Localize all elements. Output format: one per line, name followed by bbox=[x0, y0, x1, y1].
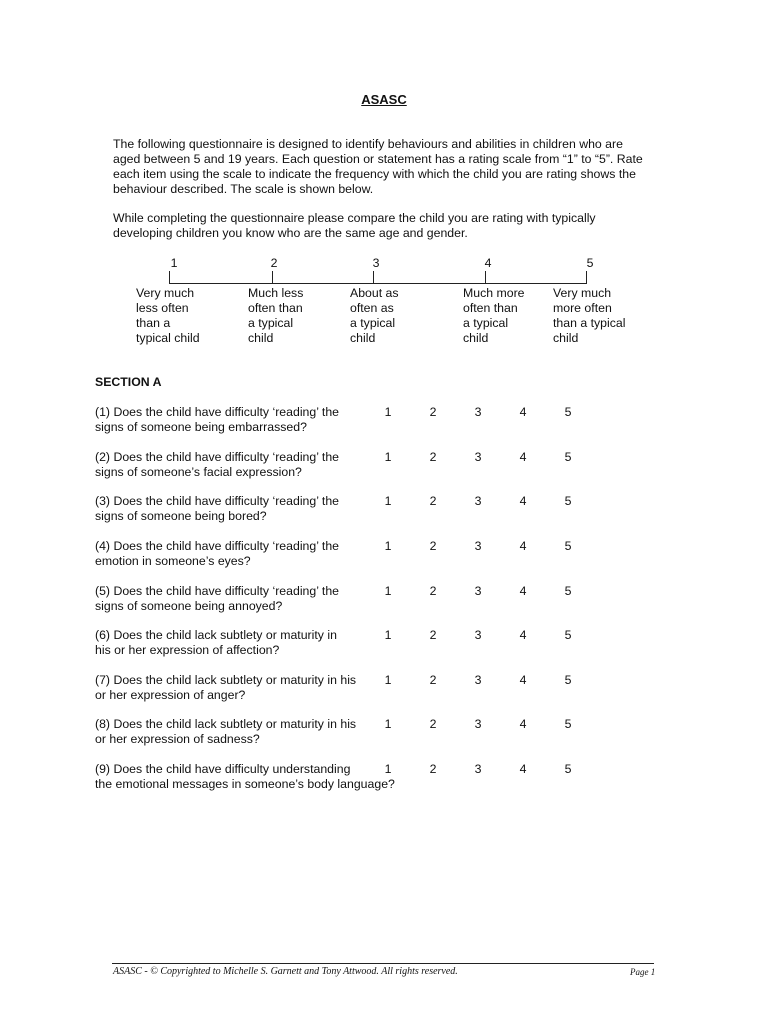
scale-label-line: often than bbox=[463, 301, 518, 315]
rating-option-5[interactable]: 5 bbox=[564, 494, 572, 508]
rating-option-1[interactable]: 1 bbox=[384, 494, 392, 508]
question-line: (8) Does the child lack subtlety or maturity in his bbox=[95, 717, 357, 731]
rating-option-3[interactable]: 3 bbox=[474, 717, 482, 731]
intro-line: aged between 5 and 19 years. Each question or statement has a rating scale from “1” to “5”. Rate bbox=[113, 152, 643, 166]
scale-label-line: Much more bbox=[463, 286, 525, 300]
question-3 bbox=[95, 494, 415, 524]
scale-axis-line bbox=[169, 283, 587, 284]
scale-label-2 bbox=[248, 286, 303, 346]
question-line: (5) Does the child have difficulty ‘reading’ the bbox=[95, 584, 340, 598]
rating-option-3[interactable]: 3 bbox=[474, 450, 482, 464]
section-heading: SECTION A bbox=[95, 375, 162, 389]
document-title: ASASC bbox=[361, 92, 407, 107]
rating-option-3[interactable]: 3 bbox=[474, 673, 482, 687]
question-line: signs of someone being embarrassed? bbox=[95, 420, 307, 434]
scale-label-line: typical child bbox=[136, 331, 200, 345]
scale-tick bbox=[169, 271, 170, 283]
question-line: (4) Does the child have difficulty ‘reading’ the bbox=[95, 539, 340, 553]
rating-option-4[interactable]: 4 bbox=[519, 673, 527, 687]
scale-tick bbox=[586, 271, 587, 283]
scale-label-line: child bbox=[463, 331, 489, 345]
rating-option-3[interactable]: 3 bbox=[474, 494, 482, 508]
intro-paragraph-2 bbox=[113, 211, 653, 241]
rating-option-5[interactable]: 5 bbox=[564, 450, 572, 464]
rating-option-4[interactable]: 4 bbox=[519, 762, 527, 776]
scale-label-line: often than bbox=[248, 301, 303, 315]
question-line: the emotional messages in someone’s body language? bbox=[95, 777, 395, 791]
question-8 bbox=[95, 717, 415, 747]
rating-option-5[interactable]: 5 bbox=[564, 628, 572, 642]
rating-option-1[interactable]: 1 bbox=[384, 539, 392, 553]
scale-label-line: less often bbox=[136, 301, 189, 315]
scale-label-line: a typical bbox=[463, 316, 509, 330]
scale-label-5 bbox=[553, 286, 625, 346]
question-line: (9) Does the child have difficulty understanding bbox=[95, 762, 351, 776]
question-line: (2) Does the child have difficulty ‘reading’ the bbox=[95, 450, 340, 464]
rating-option-5[interactable]: 5 bbox=[564, 405, 572, 419]
scale-number: 1 bbox=[170, 256, 178, 270]
intro-line: While completing the questionnaire please compare the child you are rating with typically bbox=[113, 211, 596, 225]
scale-label-line: About as bbox=[350, 286, 399, 300]
question-line: emotion in someone’s eyes? bbox=[95, 554, 251, 568]
scale-label-line: child bbox=[350, 331, 376, 345]
scale-number: 3 bbox=[372, 256, 380, 270]
intro-line: behaviour described. The scale is shown below. bbox=[113, 182, 374, 196]
rating-option-2[interactable]: 2 bbox=[429, 405, 437, 419]
scale-label-line: Very much bbox=[553, 286, 612, 300]
question-5 bbox=[95, 584, 415, 614]
rating-option-2[interactable]: 2 bbox=[429, 717, 437, 731]
question-4 bbox=[95, 539, 415, 569]
rating-option-5[interactable]: 5 bbox=[564, 673, 572, 687]
scale-tick bbox=[485, 271, 486, 283]
rating-option-2[interactable]: 2 bbox=[429, 762, 437, 776]
rating-option-3[interactable]: 3 bbox=[474, 762, 482, 776]
rating-option-2[interactable]: 2 bbox=[429, 673, 437, 687]
question-line: (3) Does the child have difficulty ‘reading’ the bbox=[95, 494, 340, 508]
scale-label-line: more often bbox=[553, 301, 612, 315]
question-line: signs of someone being bored? bbox=[95, 509, 267, 523]
rating-option-2[interactable]: 2 bbox=[429, 628, 437, 642]
scale-number: 4 bbox=[484, 256, 492, 270]
intro-line: The following questionnaire is designed to identify behaviours and abilities in children who are bbox=[113, 137, 623, 151]
question-line: (1) Does the child have difficulty ‘reading’ the bbox=[95, 405, 340, 419]
question-line: signs of someone being annoyed? bbox=[95, 599, 283, 613]
rating-option-4[interactable]: 4 bbox=[519, 450, 527, 464]
rating-option-1[interactable]: 1 bbox=[384, 450, 392, 464]
footer-divider bbox=[112, 963, 654, 964]
scale-label-1 bbox=[136, 286, 200, 346]
scale-label-line: than a bbox=[136, 316, 171, 330]
scale-label-line: than a typical bbox=[553, 316, 626, 330]
rating-option-5[interactable]: 5 bbox=[564, 584, 572, 598]
rating-option-4[interactable]: 4 bbox=[519, 494, 527, 508]
rating-option-3[interactable]: 3 bbox=[474, 628, 482, 642]
scale-label-line: child bbox=[553, 331, 579, 345]
question-line: or her expression of sadness? bbox=[95, 732, 260, 746]
question-line: his or her expression of affection? bbox=[95, 643, 280, 657]
rating-option-2[interactable]: 2 bbox=[429, 539, 437, 553]
question-2 bbox=[95, 450, 415, 480]
footer-copyright: ASASC - © Copyrighted to Michelle S. Garnett and Tony Attwood. All rights reserved. bbox=[113, 966, 458, 977]
scale-label-line: a typical bbox=[248, 316, 294, 330]
intro-paragraph-1 bbox=[113, 137, 653, 197]
scale-label-line: Much less bbox=[248, 286, 304, 300]
question-line: (7) Does the child lack subtlety or maturity in his bbox=[95, 673, 357, 687]
rating-option-4[interactable]: 4 bbox=[519, 628, 527, 642]
question-1 bbox=[95, 405, 415, 435]
rating-option-3[interactable]: 3 bbox=[474, 539, 482, 553]
question-line: signs of someone’s facial expression? bbox=[95, 465, 302, 479]
rating-option-2[interactable]: 2 bbox=[429, 450, 437, 464]
intro-line: developing children you know who are the same age and gender. bbox=[113, 226, 468, 240]
scale-label-line: child bbox=[248, 331, 274, 345]
scale-label-3 bbox=[350, 286, 399, 346]
rating-option-1[interactable]: 1 bbox=[384, 405, 392, 419]
scale-label-line: a typical bbox=[350, 316, 396, 330]
rating-option-5[interactable]: 5 bbox=[564, 762, 572, 776]
rating-option-2[interactable]: 2 bbox=[429, 494, 437, 508]
rating-option-1[interactable]: 1 bbox=[384, 673, 392, 687]
question-7 bbox=[95, 673, 415, 703]
scale-number: 5 bbox=[586, 256, 594, 270]
scale-label-4 bbox=[463, 286, 525, 346]
rating-option-3[interactable]: 3 bbox=[474, 584, 482, 598]
scale-tick bbox=[272, 271, 273, 283]
question-9 bbox=[95, 762, 415, 792]
rating-option-4[interactable]: 4 bbox=[519, 539, 527, 553]
footer-page-number: Page 1 bbox=[630, 967, 656, 977]
rating-option-1[interactable]: 1 bbox=[384, 628, 392, 642]
scale-tick bbox=[373, 271, 374, 283]
scale-number: 2 bbox=[270, 256, 278, 270]
question-6 bbox=[95, 628, 415, 658]
scale-label-line: often as bbox=[350, 301, 394, 315]
rating-option-3[interactable]: 3 bbox=[474, 405, 482, 419]
rating-option-4[interactable]: 4 bbox=[519, 717, 527, 731]
rating-option-5[interactable]: 5 bbox=[564, 717, 572, 731]
scale-label-line: Very much bbox=[136, 286, 195, 300]
rating-option-2[interactable]: 2 bbox=[429, 584, 437, 598]
question-line: or her expression of anger? bbox=[95, 688, 246, 702]
rating-option-1[interactable]: 1 bbox=[384, 717, 392, 731]
question-line: (6) Does the child lack subtlety or maturity in bbox=[95, 628, 337, 642]
intro-line: each item using the scale to indicate the frequency with which the child you are rating shows the bbox=[113, 167, 636, 181]
rating-option-4[interactable]: 4 bbox=[519, 584, 527, 598]
rating-option-4[interactable]: 4 bbox=[519, 405, 527, 419]
rating-option-5[interactable]: 5 bbox=[564, 539, 572, 553]
rating-option-1[interactable]: 1 bbox=[384, 762, 392, 776]
rating-option-1[interactable]: 1 bbox=[384, 584, 392, 598]
